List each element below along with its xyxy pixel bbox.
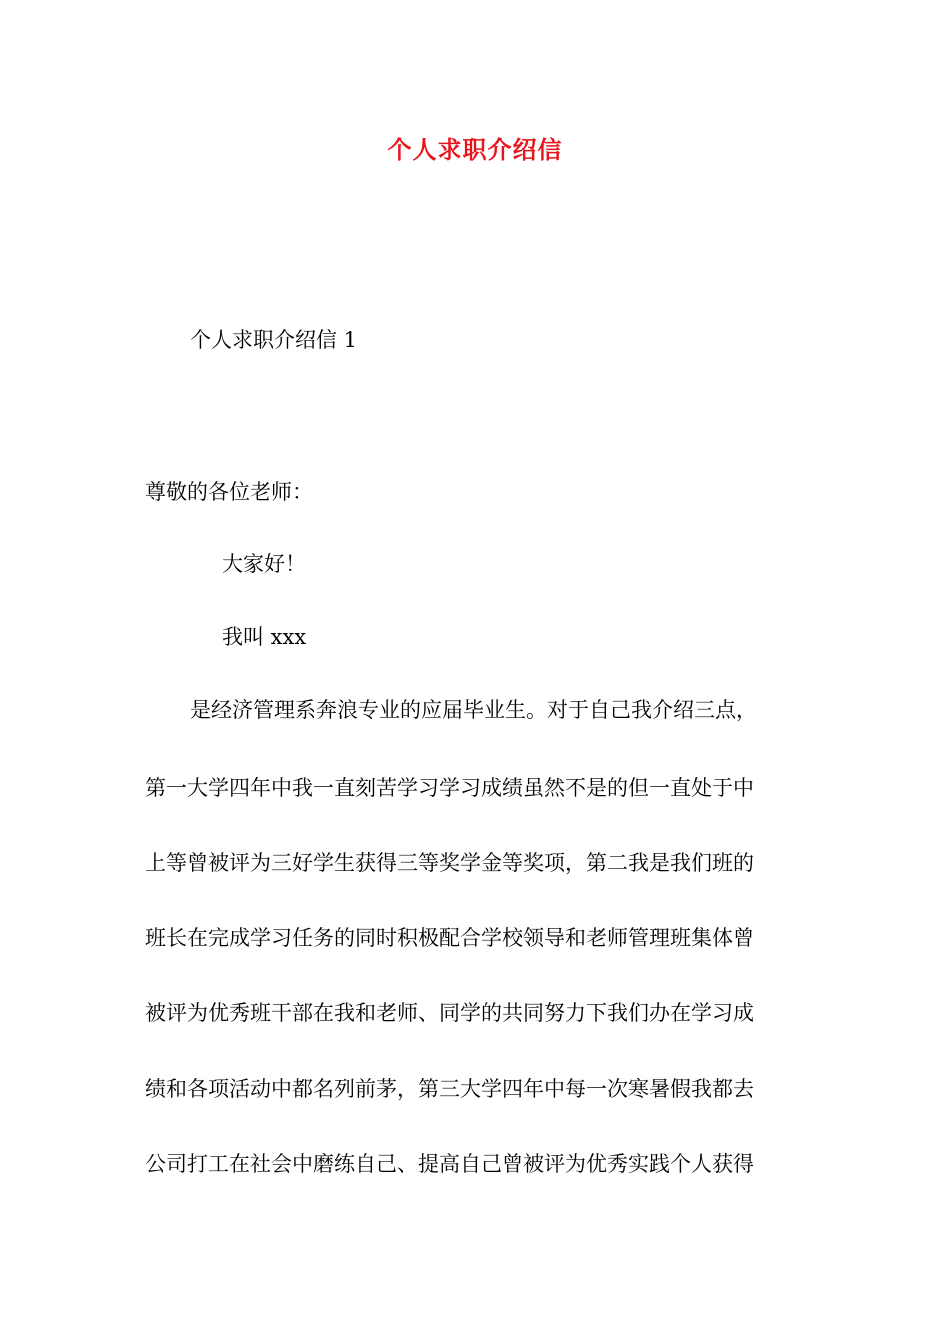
letter-subtitle: 个人求职介绍信 1 (190, 328, 358, 352)
body-line: 公司打工在社会中磨练自己、提高自己曾被评为优秀实践个人获得 (145, 1152, 754, 1176)
body-line: 第一大学四年中我一直刻苦学习学习成绩虽然不是的但一直处于中 (145, 776, 754, 800)
letter-intro-name: 我叫 xxx (222, 625, 307, 649)
body-line: 班长在完成学习任务的同时积极配合学校领导和老师管理班集体曾 (145, 926, 754, 950)
body-line: 是经济管理系奔浪专业的应届毕业生。对于自己我介绍三点， (190, 698, 757, 722)
letter-greeting: 大家好！ (222, 552, 306, 576)
body-line: 绩和各项活动中都名列前茅，第三大学四年中每一次寒暑假我都去 (145, 1077, 754, 1101)
document-title: 个人求职介绍信 (387, 135, 563, 164)
letter-salutation: 尊敬的各位老师： (145, 480, 313, 504)
body-line: 被评为优秀班干部在我和老师、同学的共同努力下我们办在学习成 (145, 1001, 754, 1025)
body-line: 上等曾被评为三好学生获得三等奖学金等奖项，第二我是我们班的 (145, 851, 754, 875)
